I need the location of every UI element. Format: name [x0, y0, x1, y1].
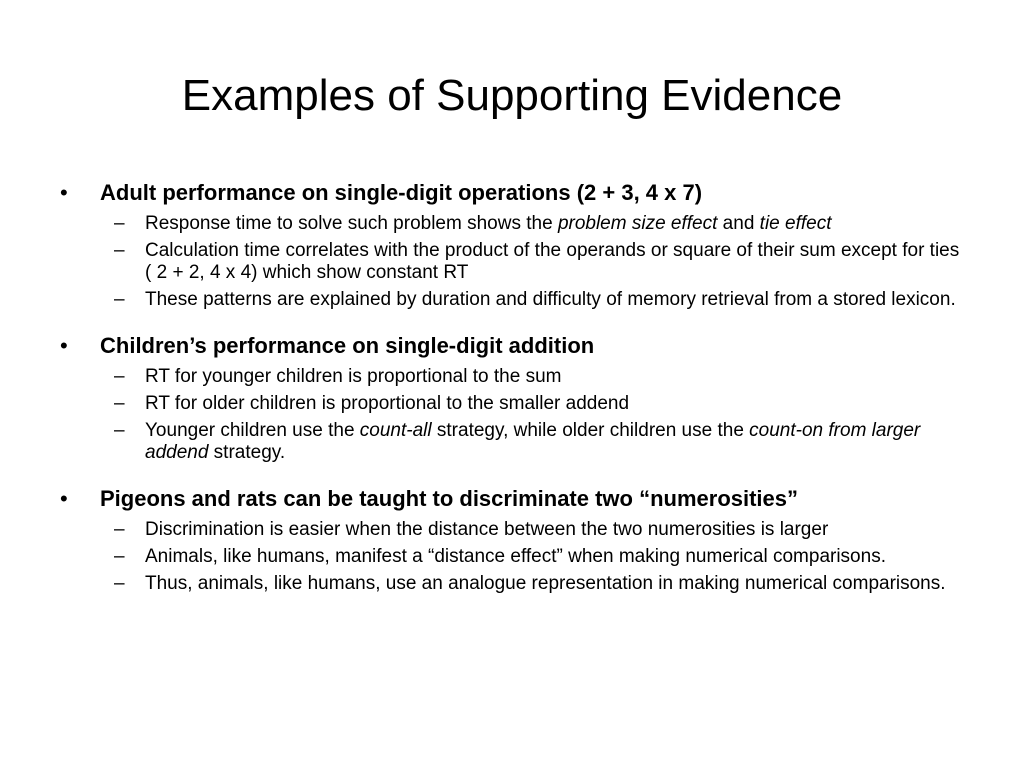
sub-item-text: strategy, while older children use the: [431, 420, 750, 441]
sub-item-text: RT for younger children is proportional to the sum: [145, 366, 562, 387]
slide-content: [60, 178, 970, 615]
sub-item-emphasis: count-on from larger addend: [145, 420, 921, 463]
sub-item: [60, 546, 970, 568]
sub-list: [60, 366, 970, 464]
bullet-heading-row: [60, 331, 970, 361]
bullet-marker: •: [60, 486, 68, 511]
slide-title: Examples of Supporting Evidence: [181, 71, 843, 120]
sub-item-dash: –: [114, 546, 125, 567]
sub-item: [60, 366, 970, 388]
sub-item: [60, 289, 970, 311]
sub-item-text: strategy.: [208, 442, 286, 463]
sub-item: [60, 240, 970, 284]
bullet-heading: Children’s performance on single-digit addition: [100, 333, 595, 358]
sub-item-dash: –: [114, 289, 125, 310]
sub-item-dash: –: [114, 519, 125, 540]
sub-item: [60, 420, 970, 464]
sub-item-text: and: [717, 213, 760, 234]
sub-item-dash: –: [114, 213, 125, 234]
bullet-heading: Pigeons and rats can be taught to discriminate two “numerosities”: [100, 486, 799, 511]
sub-item-emphasis: count-all: [359, 420, 432, 441]
bullet-marker: •: [60, 180, 68, 205]
sub-item-dash: –: [114, 393, 125, 414]
sub-item-text: RT for older children is proportional to the smaller addend: [145, 393, 630, 414]
bullet-block-adult-performance: [60, 178, 970, 311]
bullet-heading-row: [60, 178, 970, 208]
sub-item-dash: –: [114, 240, 125, 261]
bullet-heading: Adult performance on single-digit operations (2 + 3, 4 x 7): [100, 180, 703, 205]
bullet-block-children-performance: [60, 331, 970, 464]
sub-item-dash: –: [114, 420, 125, 441]
sub-item-emphasis: tie effect: [759, 213, 832, 234]
sub-item-text: Thus, animals, like humans, use an analogue representation in making numerical comparisons.: [145, 573, 946, 594]
bullet-marker: •: [60, 333, 68, 358]
sub-item: [60, 213, 970, 235]
sub-item-dash: –: [114, 366, 125, 387]
sub-item: [60, 393, 970, 415]
sub-item-text: Calculation time correlates with the product of the operands or square of their sum except for ties ( 2 + 2, 4 x 4) which show constant RT: [145, 240, 960, 283]
sub-item-text: Response time to solve such problem shows the: [145, 213, 558, 234]
sub-item: [60, 573, 970, 595]
sub-list: [60, 213, 970, 311]
sub-list: [60, 519, 970, 595]
sub-item-text: Animals, like humans, manifest a “distance effect” when making numerical comparisons.: [145, 546, 886, 567]
bullet-block-pigeons-and-rats: [60, 484, 970, 595]
sub-item-dash: –: [114, 573, 125, 594]
sub-item: [60, 519, 970, 541]
sub-item-text: Discrimination is easier when the distance between the two numerosities is larger: [145, 519, 829, 540]
sub-item-text: These patterns are explained by duration and difficulty of memory retrieval from a stored lexicon.: [145, 289, 956, 310]
bullet-heading-row: [60, 484, 970, 514]
sub-item-emphasis: problem size effect: [557, 213, 718, 234]
sub-item-text: Younger children use the: [145, 420, 360, 441]
